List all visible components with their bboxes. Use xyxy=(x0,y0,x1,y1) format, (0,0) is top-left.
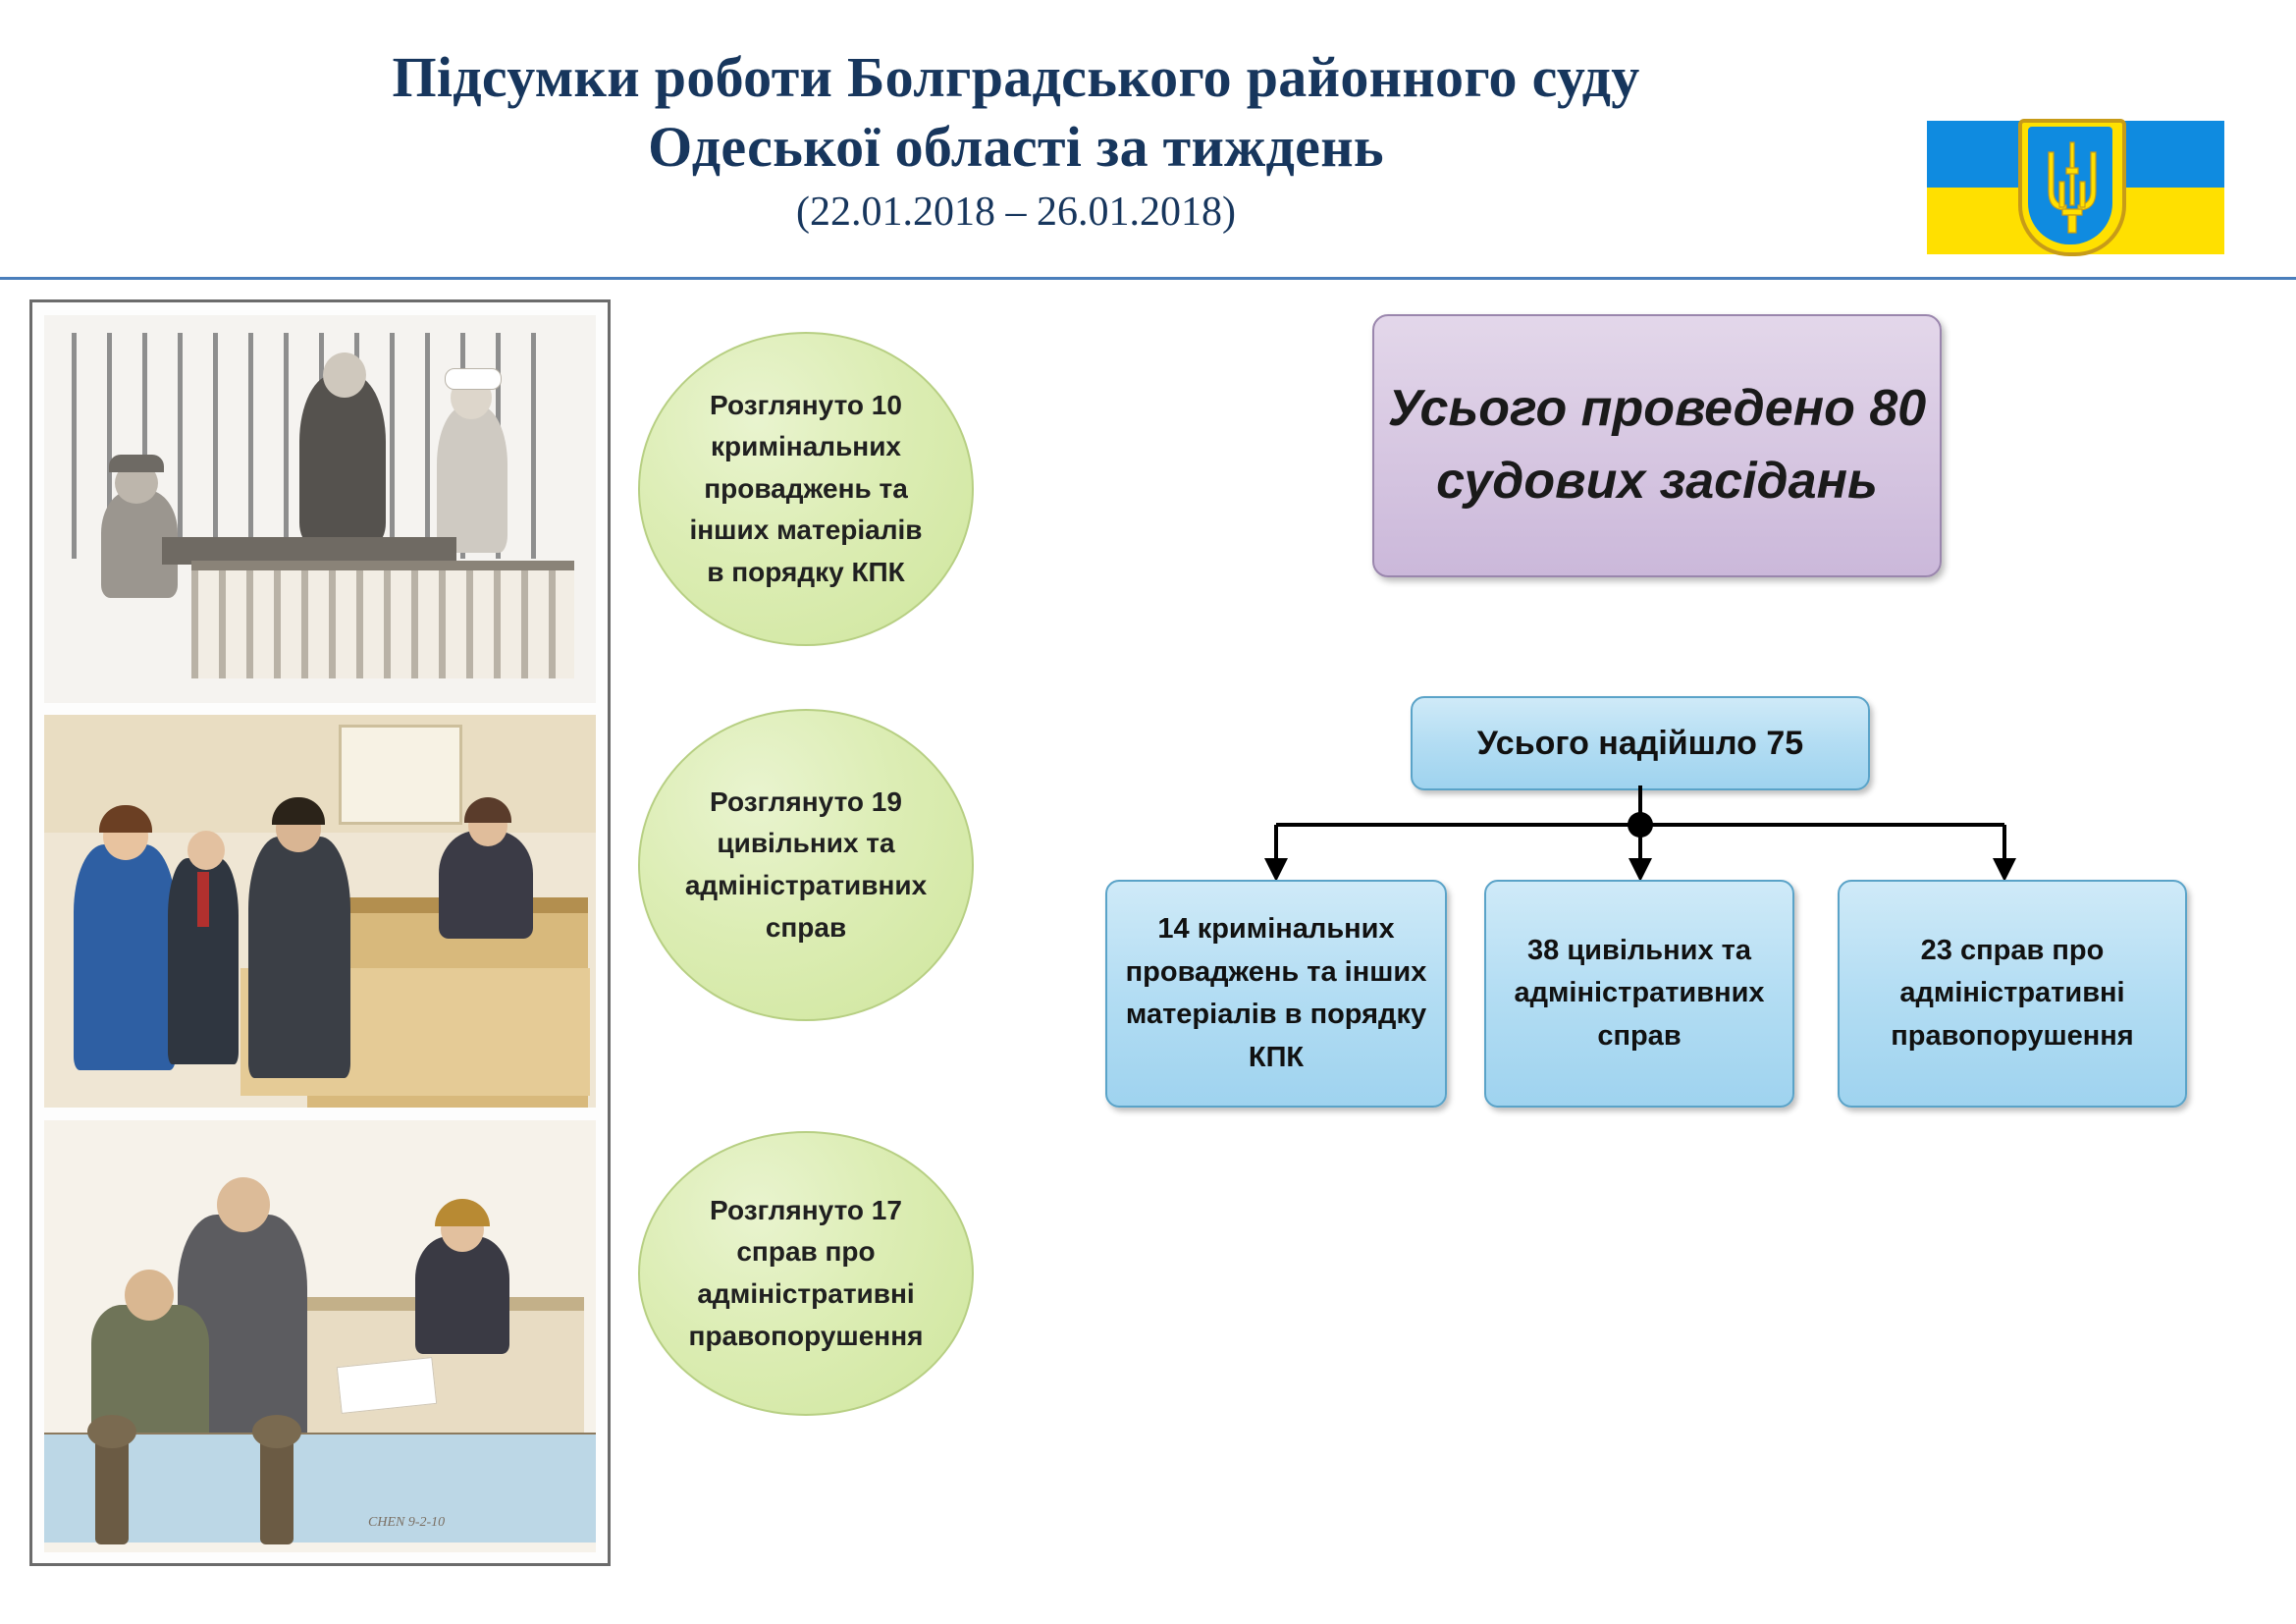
courtroom-illustrations-panel xyxy=(29,299,611,1566)
rail-post-right xyxy=(260,1436,294,1544)
rail-post-left xyxy=(95,1436,129,1544)
officer-hat xyxy=(445,368,502,390)
guard-cap xyxy=(109,455,164,472)
man-in-suit-head xyxy=(187,831,225,870)
stat-ellipse-admin-offences xyxy=(638,1131,974,1416)
trident-icon xyxy=(2041,138,2104,241)
seated-officer-head xyxy=(125,1270,174,1321)
rail-knob-left xyxy=(87,1415,136,1448)
stat-ellipse-civil-admin-cases xyxy=(638,709,974,1021)
judge-figure-2 xyxy=(415,1236,509,1354)
title-line-1: Підсумки роботи Болградського районного суду xyxy=(392,45,1640,109)
defendant-figure xyxy=(299,374,386,543)
received-civil-admin-box xyxy=(1484,880,1794,1108)
courtroom-window xyxy=(339,725,462,825)
stat-ellipse-civil-admin-cases-label: Розглянуто 19 цивільних та адміністративних справ xyxy=(684,785,928,943)
received-criminal-label: 14 кримінальних проваджень та інших матеріалів в порядку КПК xyxy=(1125,913,1427,1073)
courtroom-sketch-defendant-in-cage xyxy=(44,315,596,703)
title-date-range: (22.01.2018 – 26.01.2018) xyxy=(796,189,1236,235)
page-title xyxy=(0,43,2032,236)
junction-dot xyxy=(1628,812,1653,838)
ukraine-flag-icon xyxy=(1927,121,2224,254)
received-civil-admin-label: 38 цивільних та адміністративних справ xyxy=(1514,934,1765,1052)
stat-ellipse-criminal-cases-label: Розглянуто 10 кримінальних проваджень та інших матеріалів в порядку КПК xyxy=(689,389,923,587)
document-sheet xyxy=(337,1357,437,1414)
received-criminal-box xyxy=(1105,880,1447,1108)
judge-figure xyxy=(439,831,533,939)
sketch3-signature: CHEN 9-2-10 xyxy=(368,1515,446,1530)
total-hearings-label: Усього проведено 80 судових засідань xyxy=(1387,380,1927,510)
lawyer-figure xyxy=(248,837,350,1078)
title-line-2: Одеської області за тиждень xyxy=(648,114,1384,179)
total-hearings-box xyxy=(1372,314,1942,577)
balustrade xyxy=(191,561,574,678)
officer-figure xyxy=(437,406,507,553)
total-received-box xyxy=(1411,696,1870,790)
received-admin-offence-label: 23 справ про адміністративні правопорушення xyxy=(1891,934,2134,1052)
attorney-head xyxy=(217,1177,270,1232)
stat-ellipse-admin-offences-label: Розглянуто 17 справ про адміністративні правопорушення xyxy=(688,1194,924,1351)
man-in-blue-jacket xyxy=(74,844,176,1070)
defendant-head xyxy=(323,352,366,398)
rail-knob-right xyxy=(252,1415,301,1448)
coat-of-arms-icon xyxy=(2018,119,2126,256)
received-admin-offence-box xyxy=(1838,880,2187,1108)
connector-lines xyxy=(1060,785,2238,893)
total-received-label: Усього надійшло 75 xyxy=(1476,724,1804,762)
courtroom-sketch-attorney-addressing-judge xyxy=(44,1120,596,1552)
red-tie xyxy=(197,872,209,927)
header-divider xyxy=(0,277,2296,280)
stat-ellipse-criminal-cases xyxy=(638,332,974,646)
courtroom-sketch-hearing-color xyxy=(44,715,596,1108)
slide-header xyxy=(0,0,2296,280)
